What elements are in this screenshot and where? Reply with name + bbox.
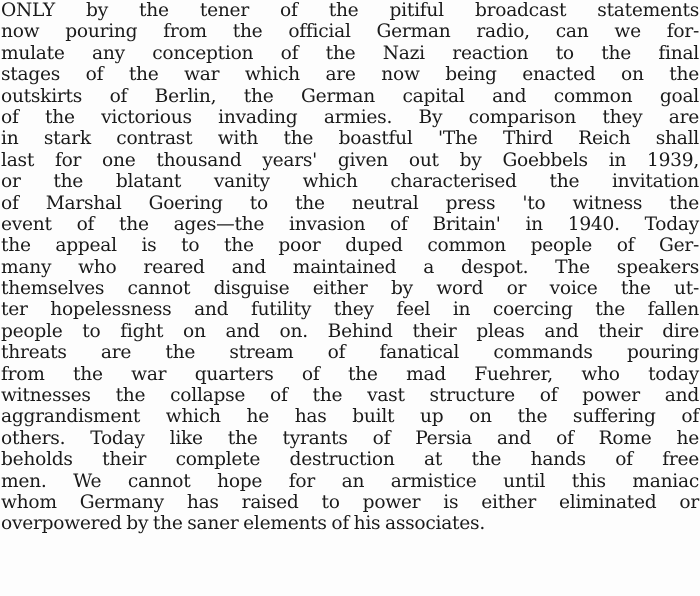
article-line-5: outskirts of Berlin, the German capital and common goal: [1, 85, 699, 107]
article-line-22: beholds their complete destruction at the hands of free: [1, 449, 699, 471]
article-line-13: many who reared and maintained a despot. The speakers: [1, 256, 699, 278]
article-body: [1, 0, 699, 535]
article-line-2: now pouring from the official German radio, can we for-: [1, 21, 699, 43]
article-line-12: the appeal is to the poor duped common people of Ger-: [1, 235, 699, 257]
article-line-23: men. We cannot hope for an armistice until this maniac: [1, 470, 699, 492]
article-line-14: themselves cannot disguise either by word or voice the ut-: [1, 278, 699, 300]
article-line-6: of the victorious invading armies. By comparison they are: [1, 106, 699, 128]
article-line-1: ONLY by the tener of the pitiful broadcast statements: [1, 0, 699, 21]
article-line-11: event of the ages—the invasion of Britain' in 1940. Today: [1, 213, 699, 235]
article-line-7: in stark contrast with the boastful 'The Third Reich shall: [1, 128, 699, 150]
article-line-3: mulate any conception of the Nazi reaction to the final: [1, 42, 699, 64]
article-line-15: ter hopelessness and futility they feel in coercing the fallen: [1, 299, 699, 321]
article-line-25: overpowered by the saner elements of his associates.: [1, 513, 485, 535]
article-line-8: last for one thousand years' given out by Goebbels in 1939,: [1, 149, 699, 171]
article-line-4: stages of the war which are now being enacted on the: [1, 64, 699, 86]
article-line-20: aggrandisment which he has built up on the suffering of: [1, 406, 699, 428]
article-line-9: or the blatant vanity which characterised the invitation: [1, 171, 699, 193]
article-line-10: of Marshal Goering to the neutral press 'to witness the: [1, 192, 699, 214]
article-line-21: others. Today like the tyrants of Persia and of Rome he: [1, 427, 699, 449]
article-line-16: people to fight on and on. Behind their pleas and their dire: [1, 320, 699, 342]
article-line-17: threats are the stream of fanatical commands pouring: [1, 342, 699, 364]
article-line-19: witnesses the collapse of the vast structure of power and: [1, 385, 699, 407]
article-line-24: whom Germany has raised to power is either eliminated or: [1, 491, 699, 513]
article-line-18: from the war quarters of the mad Fuehrer, who today: [1, 363, 699, 385]
